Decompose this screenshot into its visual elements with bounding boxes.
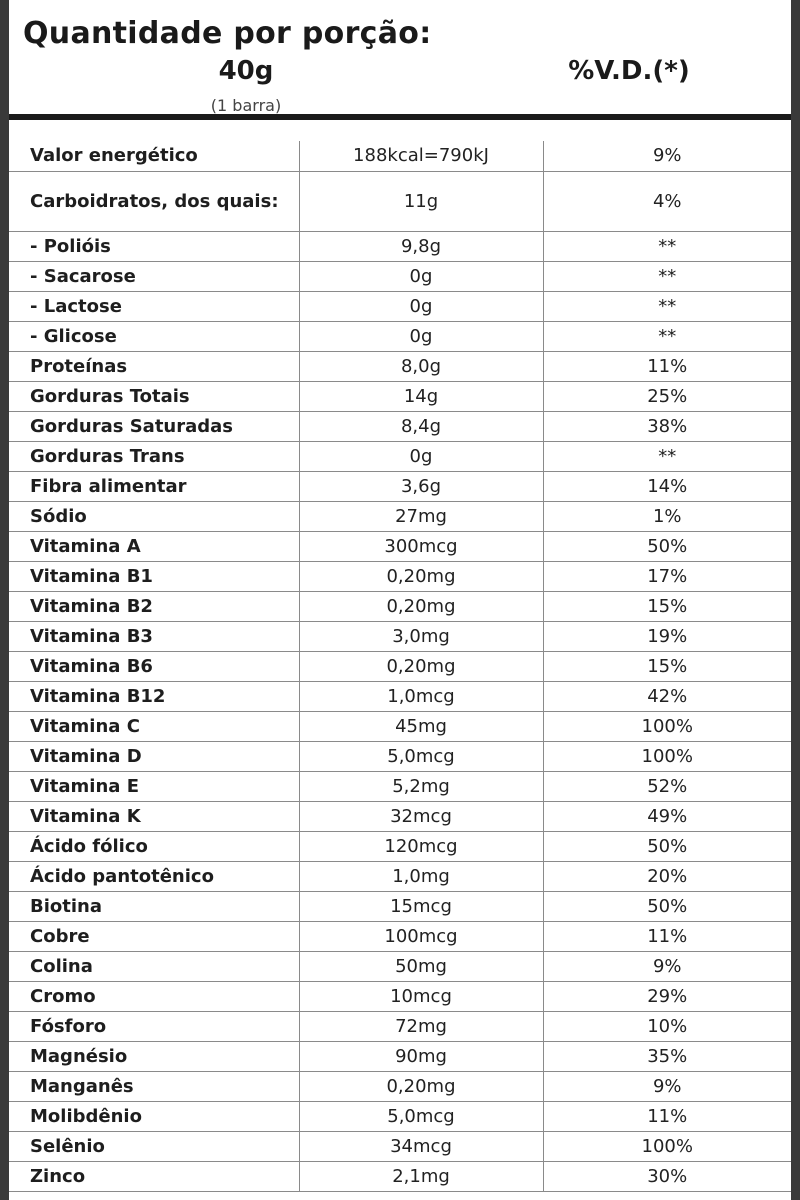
nutrient-amount: 3,0mg: [299, 621, 543, 651]
table-row: [9, 471, 791, 501]
nutrient-name: Vitamina C: [9, 711, 299, 741]
nutrient-amount: 300mcg: [299, 531, 543, 561]
nutrient-name: Molibdênio: [9, 1101, 299, 1131]
table-row: [9, 711, 791, 741]
nutrient-daily-value: 20%: [543, 861, 791, 891]
nutrient-name: Valor energético: [9, 141, 299, 171]
nutrient-daily-value: 50%: [543, 531, 791, 561]
nutrient-amount: 11g: [299, 171, 543, 231]
nutrient-amount: 0g: [299, 291, 543, 321]
table-row: [9, 501, 791, 531]
nutrient-amount: 0g: [299, 261, 543, 291]
table-row: [9, 531, 791, 561]
table-row: [9, 1101, 791, 1131]
table-row: [9, 1011, 791, 1041]
nutrient-amount: 34mcg: [299, 1131, 543, 1161]
serving-note: (1 barra): [210, 96, 282, 115]
nutrient-daily-value: 9%: [543, 951, 791, 981]
nutrient-amount: 27mg: [299, 501, 543, 531]
nutrient-name: Fibra alimentar: [9, 471, 299, 501]
table-row: [9, 561, 791, 591]
nutrient-daily-value: 49%: [543, 801, 791, 831]
nutrient-daily-value: 50%: [543, 831, 791, 861]
table-row: [9, 591, 791, 621]
nutrient-daily-value: 9%: [543, 1071, 791, 1101]
nutrient-name: Vitamina B12: [9, 681, 299, 711]
nutrient-daily-value: 30%: [543, 1161, 791, 1191]
table-row: [9, 381, 791, 411]
table-row: [9, 231, 791, 261]
nutrient-daily-value: 25%: [543, 381, 791, 411]
table-row: [9, 441, 791, 471]
nutrient-name: Sódio: [9, 501, 299, 531]
nutrient-amount: 8,4g: [299, 411, 543, 441]
table-row: [9, 981, 791, 1011]
nutrient-name: Vitamina B6: [9, 651, 299, 681]
nutrient-daily-value: 42%: [543, 681, 791, 711]
nutrient-name: Biotina: [9, 891, 299, 921]
table-row: [9, 321, 791, 351]
serving-size: 40g: [218, 56, 274, 86]
nutrient-daily-value: 14%: [543, 471, 791, 501]
table-row: [9, 681, 791, 711]
table-row: [9, 1041, 791, 1071]
nutrient-daily-value: 11%: [543, 921, 791, 951]
nutrient-daily-value: 17%: [543, 561, 791, 591]
nutrient-amount: 0,20mg: [299, 1071, 543, 1101]
nutrient-amount: 32mcg: [299, 801, 543, 831]
nutrient-daily-value: 35%: [543, 1041, 791, 1071]
nutrient-amount: 0g: [299, 441, 543, 471]
nutrient-name: Ácido fólico: [9, 831, 299, 861]
nutrient-amount: 3,6g: [299, 471, 543, 501]
nutrient-amount: 2,1mg: [299, 1161, 543, 1191]
table-row: [9, 771, 791, 801]
table-row: [9, 861, 791, 891]
nutrient-name: Fósforo: [9, 1011, 299, 1041]
nutrient-amount: 0,20mg: [299, 591, 543, 621]
table-row: [9, 291, 791, 321]
nutrient-name: Carboidratos, dos quais:: [9, 171, 299, 231]
table-row: [9, 651, 791, 681]
table-row: [9, 741, 791, 771]
nutrition-table-body: [9, 141, 791, 1191]
label-header: [9, 0, 791, 120]
nutrient-name: Zinco: [9, 1161, 299, 1191]
nutrient-name: Vitamina B1: [9, 561, 299, 591]
nutrient-daily-value: **: [543, 261, 791, 291]
nutrient-daily-value: 15%: [543, 651, 791, 681]
nutrient-amount: 0g: [299, 321, 543, 351]
nutrient-daily-value: 11%: [543, 1101, 791, 1131]
nutrient-name: Vitamina B3: [9, 621, 299, 651]
nutrient-daily-value: 10%: [543, 1011, 791, 1041]
nutrient-amount: 120mcg: [299, 831, 543, 861]
nutrient-daily-value: **: [543, 321, 791, 351]
nutrient-name: Ácido pantotênico: [9, 861, 299, 891]
nutrient-name: Gorduras Trans: [9, 441, 299, 471]
nutrient-amount: 0,20mg: [299, 561, 543, 591]
table-row: [9, 141, 791, 171]
nutrient-amount: 188kcal=790kJ: [299, 141, 543, 171]
nutrient-amount: 15mcg: [299, 891, 543, 921]
nutrient-name: - Sacarose: [9, 261, 299, 291]
nutrient-amount: 10mcg: [299, 981, 543, 1011]
nutrient-daily-value: **: [543, 291, 791, 321]
nutrient-amount: 5,2mg: [299, 771, 543, 801]
table-row: [9, 831, 791, 861]
nutrient-name: Proteínas: [9, 351, 299, 381]
nutrition-facts-label: [9, 0, 791, 1200]
nutrient-name: Selênio: [9, 1131, 299, 1161]
nutrient-daily-value: 100%: [543, 1131, 791, 1161]
nutrient-amount: 45mg: [299, 711, 543, 741]
table-row: [9, 801, 791, 831]
daily-value-header: %V.D.(*): [568, 56, 690, 86]
nutrient-daily-value: 29%: [543, 981, 791, 1011]
nutrient-name: Vitamina D: [9, 741, 299, 771]
nutrient-daily-value: 1%: [543, 501, 791, 531]
nutrient-name: - Glicose: [9, 321, 299, 351]
table-row: [9, 621, 791, 651]
table-row: [9, 261, 791, 291]
nutrient-name: - Polióis: [9, 231, 299, 261]
nutrient-amount: 5,0mcg: [299, 741, 543, 771]
table-row: [9, 891, 791, 921]
nutrition-table: [9, 141, 791, 1192]
serving-title: Quantidade por porção:: [23, 16, 432, 51]
nutrient-daily-value: 9%: [543, 141, 791, 171]
nutrient-amount: 1,0mcg: [299, 681, 543, 711]
nutrient-amount: 100mcg: [299, 921, 543, 951]
nutrient-name: - Lactose: [9, 291, 299, 321]
nutrient-amount: 72mg: [299, 1011, 543, 1041]
nutrient-daily-value: 15%: [543, 591, 791, 621]
nutrient-name: Vitamina E: [9, 771, 299, 801]
nutrient-daily-value: 4%: [543, 171, 791, 231]
table-row: [9, 171, 791, 231]
nutrient-name: Vitamina B2: [9, 591, 299, 621]
nutrient-daily-value: **: [543, 441, 791, 471]
nutrient-daily-value: 52%: [543, 771, 791, 801]
nutrient-amount: 8,0g: [299, 351, 543, 381]
nutrient-daily-value: **: [543, 231, 791, 261]
table-row: [9, 1131, 791, 1161]
nutrient-daily-value: 100%: [543, 711, 791, 741]
nutrient-amount: 50mg: [299, 951, 543, 981]
nutrient-name: Gorduras Saturadas: [9, 411, 299, 441]
nutrient-daily-value: 38%: [543, 411, 791, 441]
nutrient-name: Magnésio: [9, 1041, 299, 1071]
nutrient-daily-value: 50%: [543, 891, 791, 921]
nutrient-amount: 0,20mg: [299, 651, 543, 681]
nutrient-amount: 14g: [299, 381, 543, 411]
nutrient-daily-value: 100%: [543, 741, 791, 771]
nutrient-daily-value: 19%: [543, 621, 791, 651]
table-row: [9, 1161, 791, 1191]
table-row: [9, 1071, 791, 1101]
table-row: [9, 351, 791, 381]
nutrient-amount: 90mg: [299, 1041, 543, 1071]
nutrient-name: Cromo: [9, 981, 299, 1011]
nutrient-name: Manganês: [9, 1071, 299, 1101]
nutrient-name: Colina: [9, 951, 299, 981]
table-row: [9, 921, 791, 951]
nutrient-amount: 5,0mcg: [299, 1101, 543, 1131]
table-row: [9, 411, 791, 441]
nutrient-name: Vitamina A: [9, 531, 299, 561]
nutrient-name: Vitamina K: [9, 801, 299, 831]
nutrient-amount: 1,0mg: [299, 861, 543, 891]
nutrient-amount: 9,8g: [299, 231, 543, 261]
table-row: [9, 951, 791, 981]
nutrient-name: Gorduras Totais: [9, 381, 299, 411]
nutrient-name: Cobre: [9, 921, 299, 951]
nutrient-daily-value: 11%: [543, 351, 791, 381]
